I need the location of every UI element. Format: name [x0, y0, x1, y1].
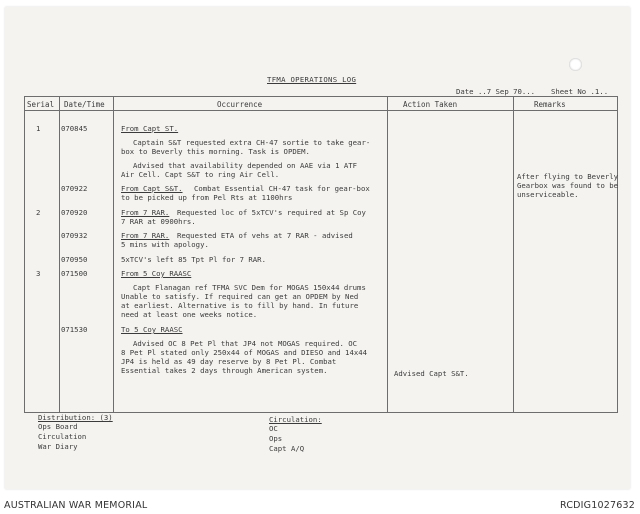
entry-text: Essential takes 2 days through American system. [121, 366, 328, 375]
entry-text: Air Cell. Capt S&T to ring Air Cell. [121, 170, 280, 179]
entry-text: Capt Flanagan ref TFMA SVC Dem for MOGAS 150x44 drums [133, 283, 366, 292]
circulation-item: Capt A/Q [269, 444, 305, 453]
column-header-datetime: Date/Time [64, 100, 105, 109]
entry-serial: 1 [36, 124, 41, 133]
sheet-number: Sheet No .1.. [551, 87, 609, 96]
entry-heading: From 5 Coy RAASC [121, 269, 192, 278]
column-header-occurrence: Occurrence [217, 100, 263, 109]
entry-text: Requested loc of 5xTCV's required at Sp Coy [177, 208, 366, 217]
entry-text: JP4 is held as 49 day reserve by 8 Pet Pl. Combat [121, 357, 337, 366]
entry-heading: From Capt S&T. [121, 184, 183, 193]
date-field: Date ..7 Sep 70... [456, 87, 536, 96]
entry-text: Requested ETA of vehs at 7 RAR - advised [177, 231, 353, 240]
entry-text: to be picked up from Pel Rts at 1100hrs [121, 193, 293, 202]
record-reference: RCDIG1027632 [560, 500, 635, 511]
entry-time: 070845 [61, 124, 88, 133]
entry-time: 071530 [61, 325, 88, 334]
remarks-text: Gearbox was found to be [517, 181, 619, 190]
remarks-text: After flying to Beverly [517, 172, 619, 181]
entry-text: 7 RAR at 0900hrs. [121, 217, 196, 226]
entry-time: 070920 [61, 208, 88, 217]
table-left-rule [24, 96, 25, 412]
table-right-rule [617, 96, 618, 412]
distribution-item: Ops Board [38, 422, 78, 431]
entry-time: 070922 [61, 184, 88, 193]
column-header-action: Action Taken [403, 100, 458, 109]
punch-hole [569, 58, 582, 71]
remarks-text: unserviceable. [517, 190, 579, 199]
circulation-item: Ops [269, 434, 283, 443]
entry-text: Captain S&T requested extra CH-47 sortie to take gear- [133, 138, 371, 147]
entry-text: at earliest. Alternative is to fill by hand. In future [121, 301, 359, 310]
entry-text: Combat Essential CH-47 task for gear-box [194, 184, 370, 193]
entry-serial: 2 [36, 208, 41, 217]
distribution-heading: Distribution: (3) [38, 413, 113, 422]
table-bottom-rule [24, 412, 618, 413]
page-title: TFMA OPERATIONS LOG [267, 75, 357, 84]
entry-text: need at least one weeks notice. [121, 310, 258, 319]
column-divider [59, 96, 60, 412]
column-divider [113, 96, 114, 412]
entry-text: box to Beverly this morning. Task is OPDEM. [121, 147, 310, 156]
document-page [5, 7, 630, 489]
entry-heading: From 7 RAR. [121, 208, 170, 217]
entry-text: Unable to satisfy. If required can get an OPDEM by Ned [121, 292, 359, 301]
entry-heading: To 5 Coy RAASC [121, 325, 183, 334]
column-header-remarks: Remarks [534, 100, 566, 109]
entry-heading: From Capt ST. [121, 124, 179, 133]
column-divider [513, 96, 514, 412]
source-credit: AUSTRALIAN WAR MEMORIAL [4, 500, 148, 511]
distribution-item: War Diary [38, 442, 78, 451]
circulation-item: OC [269, 424, 278, 433]
entry-time: 070932 [61, 231, 88, 240]
entry-text: 5xTCV's left 85 Tpt Pl for 7 RAR. [121, 255, 266, 264]
entry-text: Advised OC 8 Pet Pl that JP4 not MOGAS required. OC [133, 339, 358, 348]
entry-time: 071500 [61, 269, 88, 278]
entry-text: 8 Pet Pl stated only 250x44 of MOGAS and DIESO and 14x44 [121, 348, 368, 357]
column-header-serial: Serial [27, 100, 55, 109]
entry-time: 070950 [61, 255, 88, 264]
distribution-item: Circulation [38, 432, 87, 441]
column-divider [387, 96, 388, 412]
entry-text: 5 mins with apology. [121, 240, 209, 249]
entry-serial: 3 [36, 269, 41, 278]
entry-text: Advised that availability depended on AAE via 1 ATF [133, 161, 358, 170]
entry-heading: From 7 RAR. [121, 231, 170, 240]
circulation-heading: Circulation: [269, 415, 322, 424]
action-taken-text: Advised Capt S&T. [394, 369, 469, 378]
